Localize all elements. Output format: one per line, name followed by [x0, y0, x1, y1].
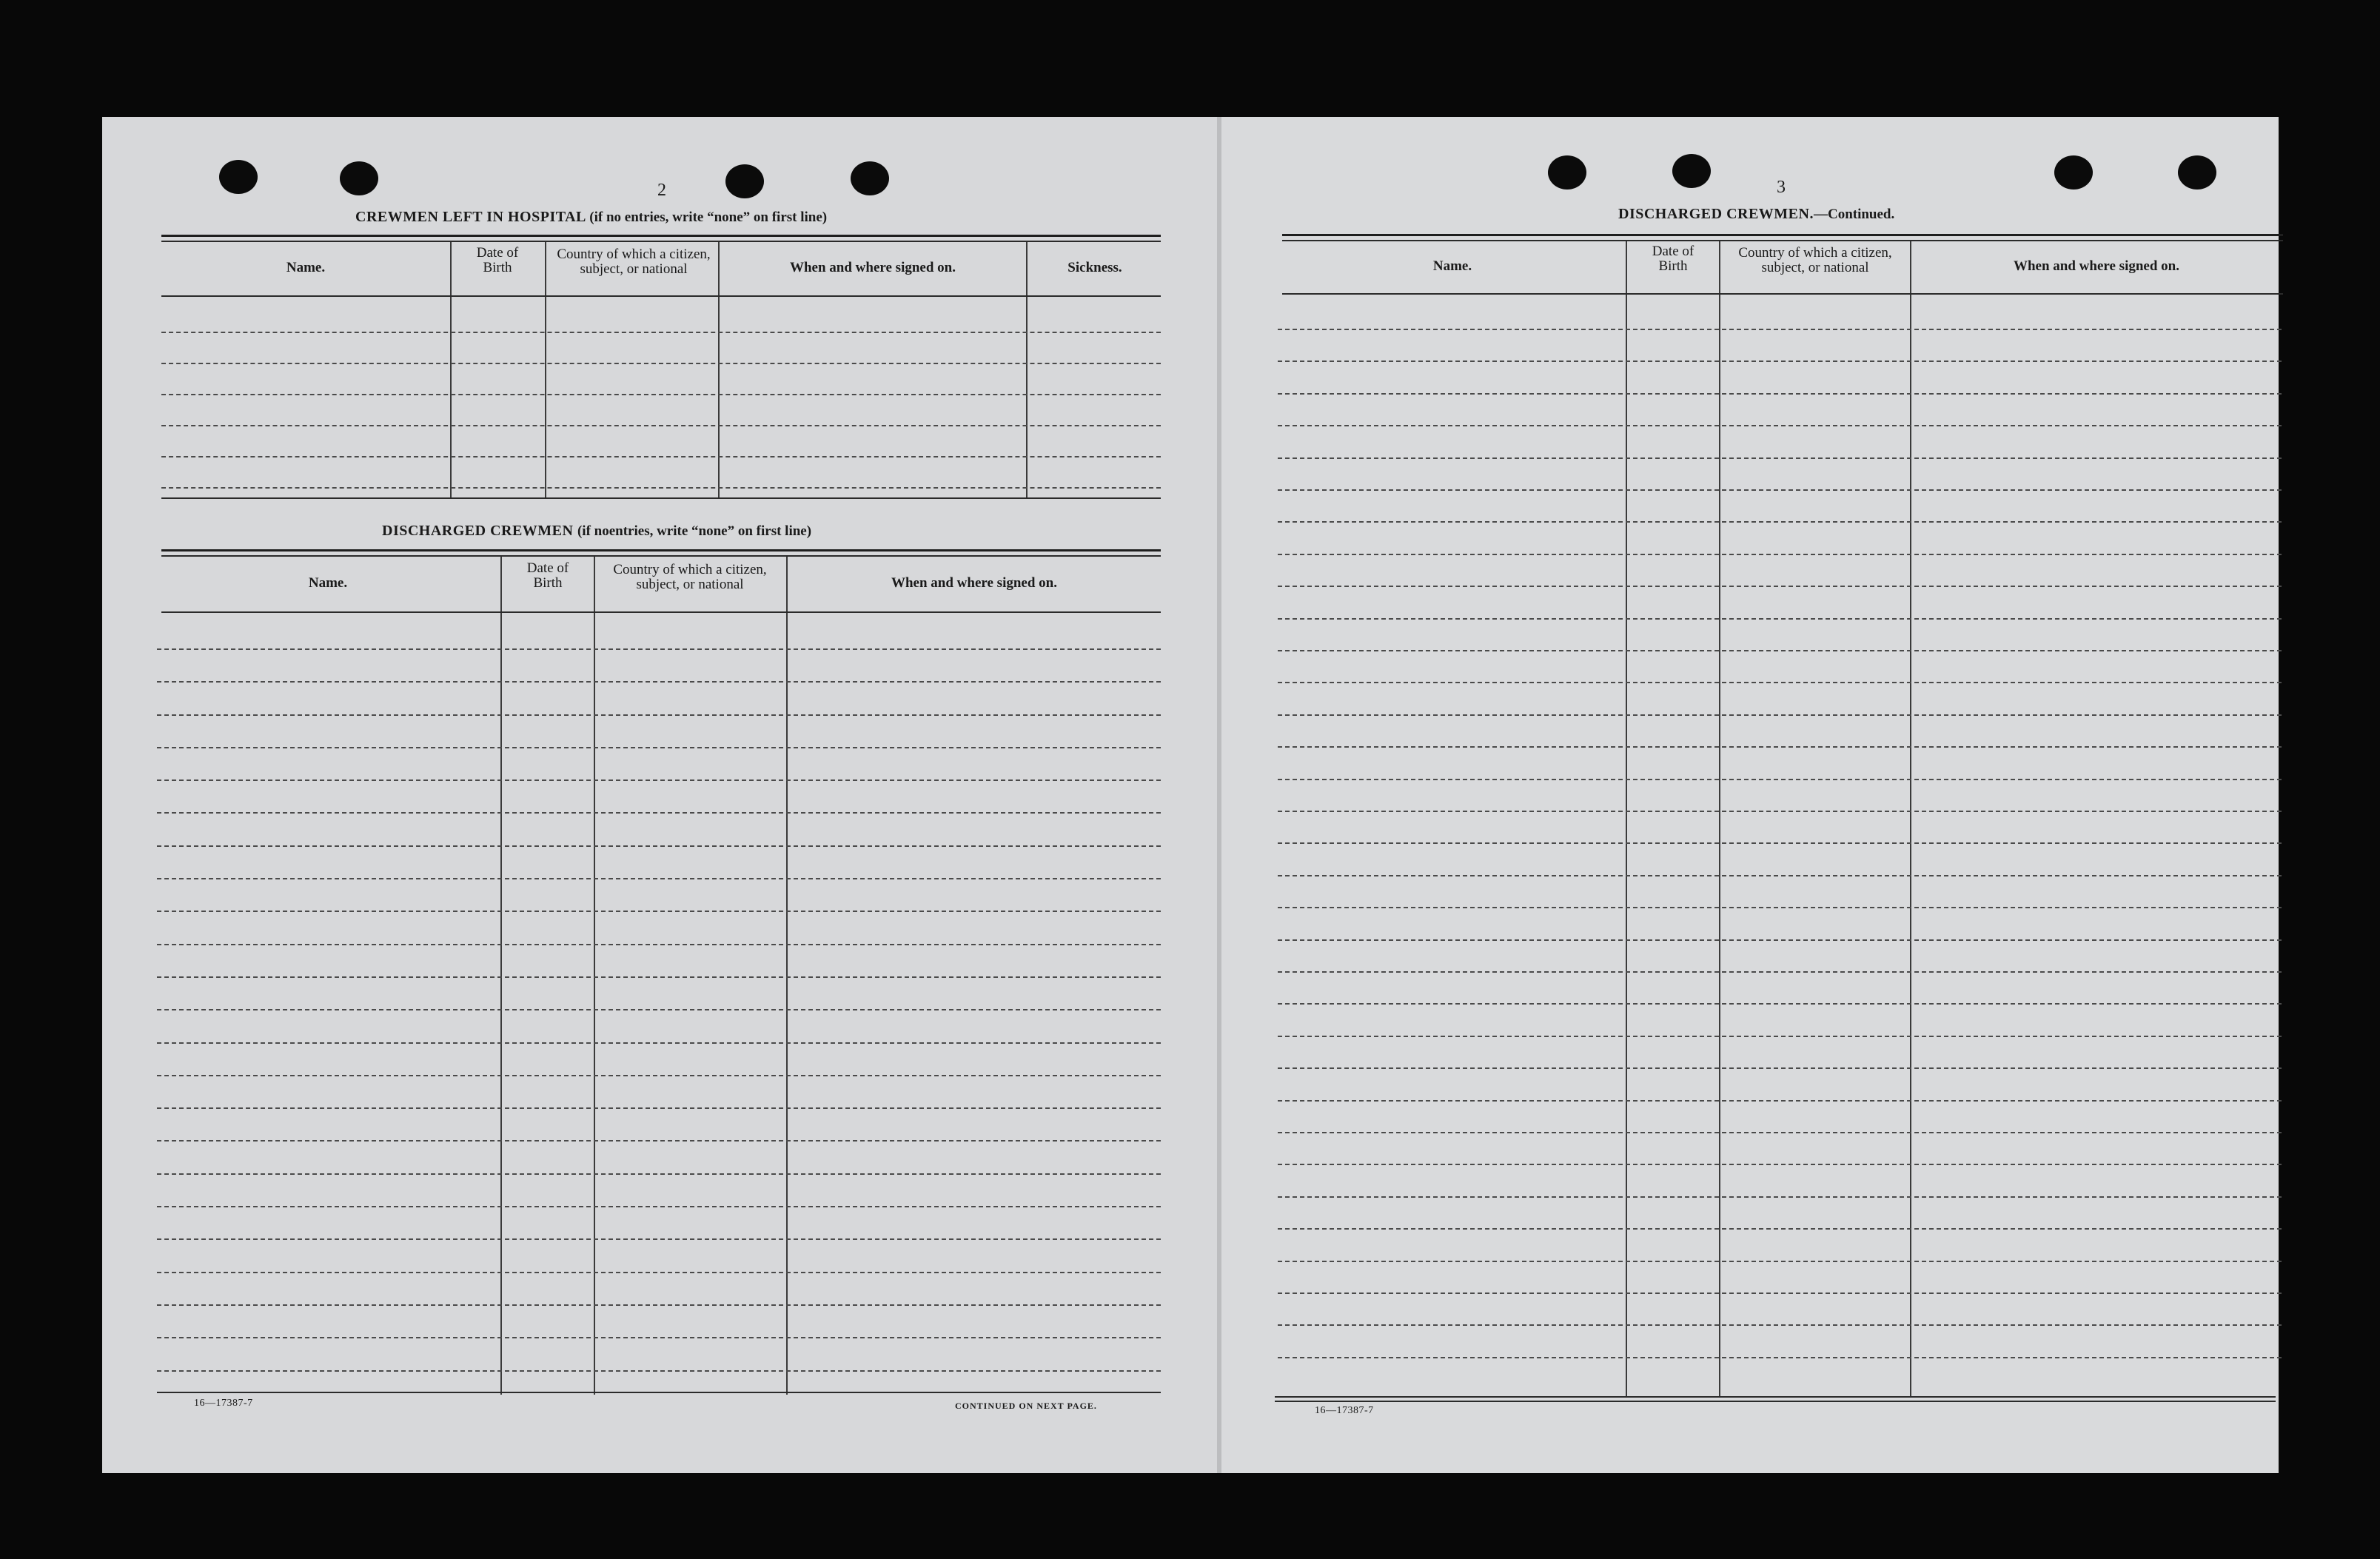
discharged-top-rule — [161, 549, 1161, 551]
page-number: 2 — [657, 181, 666, 200]
table-row — [157, 1173, 1161, 1175]
table-row — [1278, 393, 2282, 395]
continued-note: CONTINUED ON NEXT PAGE. — [955, 1401, 1097, 1411]
punch-hole — [725, 164, 764, 198]
table-row — [1278, 554, 2282, 555]
hospital-top-rule-2 — [161, 241, 1161, 242]
discharged-section-title — [382, 523, 811, 540]
hospital-header-rule — [161, 295, 1161, 297]
table-row — [1278, 618, 2282, 620]
table-row — [161, 456, 1161, 457]
punch-hole — [1548, 155, 1586, 190]
table-row — [157, 681, 1161, 683]
right-header-dob: Date of Birth — [1652, 244, 1695, 274]
hospital-header-sickness: Sickness. — [1067, 260, 1122, 275]
punch-hole — [851, 161, 889, 195]
right-bottom-rule — [1275, 1396, 2276, 1398]
table-row — [157, 1272, 1161, 1273]
table-row — [1278, 361, 2282, 362]
hospital-col-divider — [718, 242, 720, 497]
right-page — [1221, 117, 2279, 1473]
table-row — [157, 747, 1161, 748]
table-row — [1278, 650, 2282, 651]
table-row — [1278, 779, 2282, 780]
page-number: 3 — [1777, 178, 1786, 197]
discharged-instruction: (if noentries, write “none” on first line) — [577, 523, 812, 539]
discharged-bottom-rule — [157, 1392, 1161, 1393]
table-row — [1278, 1164, 2282, 1165]
table-row — [157, 1337, 1161, 1338]
table-row — [157, 1238, 1161, 1240]
punch-hole — [219, 160, 258, 194]
right-header-signed-on: When and where signed on. — [2013, 258, 2179, 274]
table-row — [157, 1370, 1161, 1372]
table-row — [157, 812, 1161, 814]
table-row — [1278, 1132, 2282, 1133]
table-row — [1278, 682, 2282, 683]
hospital-col-divider — [450, 242, 452, 497]
hospital-top-rule — [161, 235, 1161, 237]
table-row — [157, 1140, 1161, 1141]
table-row — [1278, 907, 2282, 908]
table-row — [157, 976, 1161, 978]
table-row — [1278, 457, 2282, 459]
hospital-section-title — [355, 209, 827, 226]
discharged-header-country: Country of which a citizen, subject, or national — [613, 562, 767, 592]
table-row — [1278, 1003, 2282, 1005]
table-row — [157, 1042, 1161, 1044]
table-row — [1278, 714, 2282, 716]
table-row — [1278, 521, 2282, 523]
discharged-header-name: Name. — [308, 575, 348, 591]
table-row — [1278, 329, 2282, 330]
hospital-instruction: (if no entries, write “none” on first line) — [589, 209, 828, 225]
table-row — [1278, 586, 2282, 587]
table-row — [1278, 875, 2282, 876]
punch-hole — [340, 161, 378, 195]
table-row — [1278, 1196, 2282, 1198]
table-row — [1278, 425, 2282, 426]
table-row — [1278, 939, 2282, 941]
hospital-col-divider — [545, 242, 546, 497]
hospital-title-text: CREWMEN LEFT IN HOSPITAL — [355, 209, 586, 225]
table-row — [157, 1107, 1161, 1109]
hospital-header-name: Name. — [286, 260, 326, 275]
table-row — [157, 845, 1161, 847]
right-header-rule — [1282, 293, 2283, 295]
hospital-col-divider — [1026, 242, 1028, 497]
table-row — [157, 1075, 1161, 1076]
table-row — [1278, 1100, 2282, 1102]
punch-hole — [1672, 154, 1711, 188]
hospital-header-signed-on: When and where signed on. — [789, 260, 956, 275]
table-row — [157, 911, 1161, 912]
discharged-header-dob: Date of Birth — [526, 560, 569, 591]
table-row — [1278, 971, 2282, 973]
table-row — [161, 363, 1161, 364]
table-row — [1278, 1067, 2282, 1069]
table-row — [1278, 1324, 2282, 1326]
hospital-header-dob: Date of Birth — [476, 245, 519, 275]
table-row — [161, 332, 1161, 333]
table-row — [1278, 489, 2282, 491]
table-row — [161, 394, 1161, 395]
table-row — [157, 714, 1161, 716]
table-row — [157, 944, 1161, 945]
table-row — [1278, 842, 2282, 844]
punch-hole — [2054, 155, 2093, 190]
table-row — [1278, 811, 2282, 812]
table-row — [157, 648, 1161, 650]
discharged-continued-suffix: —Continued. — [1813, 207, 1895, 222]
discharged-continued-title-text: DISCHARGED CREWMEN. — [1618, 206, 1814, 222]
table-row — [157, 1009, 1161, 1010]
right-header-country: Country of which a citizen, subject, or national — [1738, 245, 1892, 275]
discharged-header-rule — [161, 611, 1161, 613]
hospital-header-country: Country of which a citizen, subject, or national — [557, 247, 711, 277]
table-row — [1278, 746, 2282, 748]
right-top-rule-2 — [1282, 240, 2283, 241]
discharged-top-rule-2 — [161, 555, 1161, 557]
table-row — [157, 878, 1161, 879]
right-header-name: Name. — [1432, 258, 1472, 274]
form-number: 16—17387-7 — [1315, 1405, 1374, 1416]
right-col-divider — [1719, 241, 1720, 1396]
right-top-rule — [1282, 234, 2283, 236]
discharged-title-text: DISCHARGED CREWMEN — [382, 523, 574, 539]
table-row — [1278, 1357, 2282, 1358]
discharged-header-signed-on: When and where signed on. — [891, 575, 1057, 591]
table-row — [1278, 1261, 2282, 1262]
table-row — [157, 1206, 1161, 1207]
table-row — [1278, 1036, 2282, 1037]
discharged-continued-title — [1618, 206, 1894, 223]
right-bottom-rule-2 — [1275, 1401, 2276, 1402]
table-row — [157, 1304, 1161, 1306]
table-row — [1278, 1228, 2282, 1230]
left-page — [102, 117, 1217, 1473]
table-row — [1278, 1293, 2282, 1294]
hospital-bottom-rule — [161, 497, 1161, 499]
right-col-divider — [1910, 241, 1911, 1396]
right-col-divider — [1626, 241, 1627, 1396]
table-row — [157, 780, 1161, 781]
punch-hole — [2178, 155, 2216, 190]
table-row — [161, 425, 1161, 426]
table-row — [161, 487, 1161, 489]
form-number: 16—17387-7 — [194, 1398, 253, 1409]
